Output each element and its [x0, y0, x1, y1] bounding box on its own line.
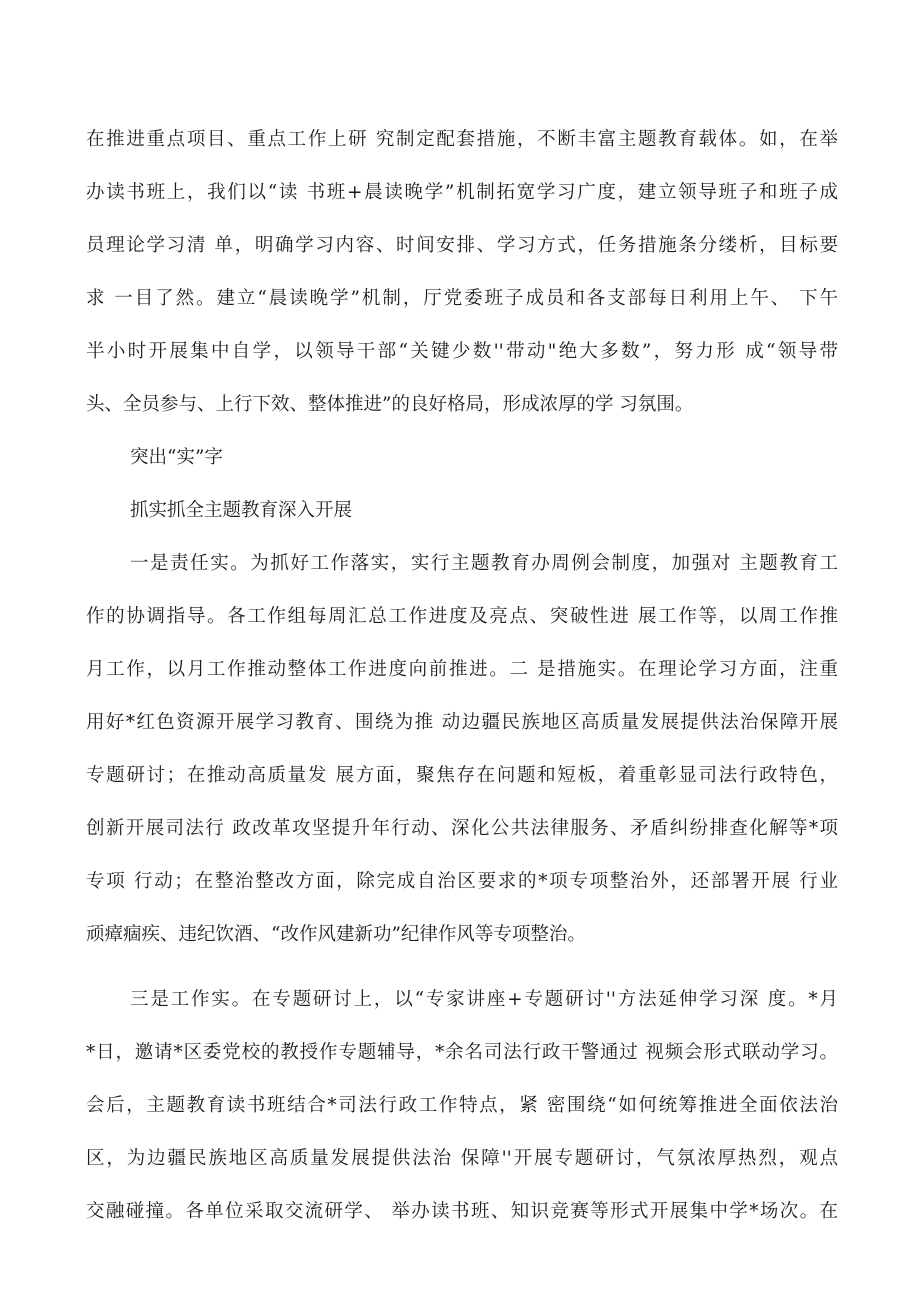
paragraph-2-line-7: 专项 行动；在整治整改方面，除完成自治区要求的*项专项整治外，还部署开展 行业 — [86, 871, 838, 892]
paragraph-2-line-5: 专题研讨；在推动高质量发 展方面，聚焦存在问题和短板，着重彰显司法行政特色， — [86, 765, 838, 786]
paragraph-2-line-4: 用好*红色资源开展学习教育、围绕为推 动边疆民族地区高质量发展提供法治保障开展 — [86, 712, 838, 733]
paragraph-2-line-6: 创新开展司法行 政改革攻坚提升年行动、深化公共法律服务、矛盾纠纷排查化解等*项 — [86, 818, 838, 839]
paragraph-1-line-1: 在推进重点项目、重点工作上研 究制定配套措施，不断丰富主题教育载体。如，在举 — [86, 129, 838, 150]
paragraph-1-line-4: 求 一目了然。建立“晨读晚学”机制，厅党委班子成员和各支部每日利用上午、 下午 — [86, 288, 838, 309]
section-subheading: 抓实抓全主题教育深入开展 — [130, 500, 353, 521]
paragraph-3-line-1: 三是工作实。在专题研讨上，以“专家讲座+专题研讨''方法延伸学习深 度。*月 — [130, 989, 838, 1010]
paragraph-1-line-6: 头、全员参与、上行下效、整体推进”的良好格局，形成浓厚的学 习氛围。 — [86, 394, 694, 415]
section-heading: 突出“实”字 — [130, 447, 223, 468]
paragraph-1-line-2: 办读书班上，我们以“读 书班+晨读晚学”机制拓宽学习广度，建立领导班子和班子成 — [86, 182, 838, 203]
paragraph-3-line-2: *日，邀请*区委党校的教授作专题辅导，*余名司法行政干警通过 视频会形式联动学习。 — [86, 1042, 838, 1063]
paragraph-2-line-2: 作的协调指导。各工作组每周汇总工作进度及亮点、突破性进 展工作等，以周工作推 — [86, 606, 838, 627]
paragraph-2-line-8: 顽瘴痼疾、违纪饮酒、“改作风建新功”纪律作风等专项整治。 — [86, 924, 586, 945]
paragraph-3-line-4: 区，为边疆民族地区高质量发展提供法治 保障''开展专题研讨，气氛浓厚热烈，观点 — [86, 1148, 838, 1169]
paragraph-2-line-1: 一是责任实。为抓好工作落实，实行主题教育办周例会制度，加强对 主题教育工 — [130, 553, 838, 574]
paragraph-1-line-3: 员理论学习清 单，明确学习内容、时间安排、学习方式，任务措施条分缕析，目标要 — [86, 235, 838, 256]
paragraph-1-line-5: 半小时开展集中自学，以领导干部“关键少数''带动"绝大多数”，努力形 成“领导带 — [86, 341, 838, 362]
paragraph-2-line-3: 月工作，以月工作推动整体工作进度向前推进。二 是措施实。在理论学习方面，注重 — [86, 659, 838, 680]
paragraph-3-line-3: 会后，主题教育读书班结合*司法行政工作特点，紧 密围绕“如何统筹推进全面依法治 — [86, 1095, 838, 1116]
paragraph-3-line-5: 交融碰撞。各单位采取交流研学、 举办读书班、知识竞赛等形式开展集中学*场次。在 — [86, 1201, 838, 1222]
